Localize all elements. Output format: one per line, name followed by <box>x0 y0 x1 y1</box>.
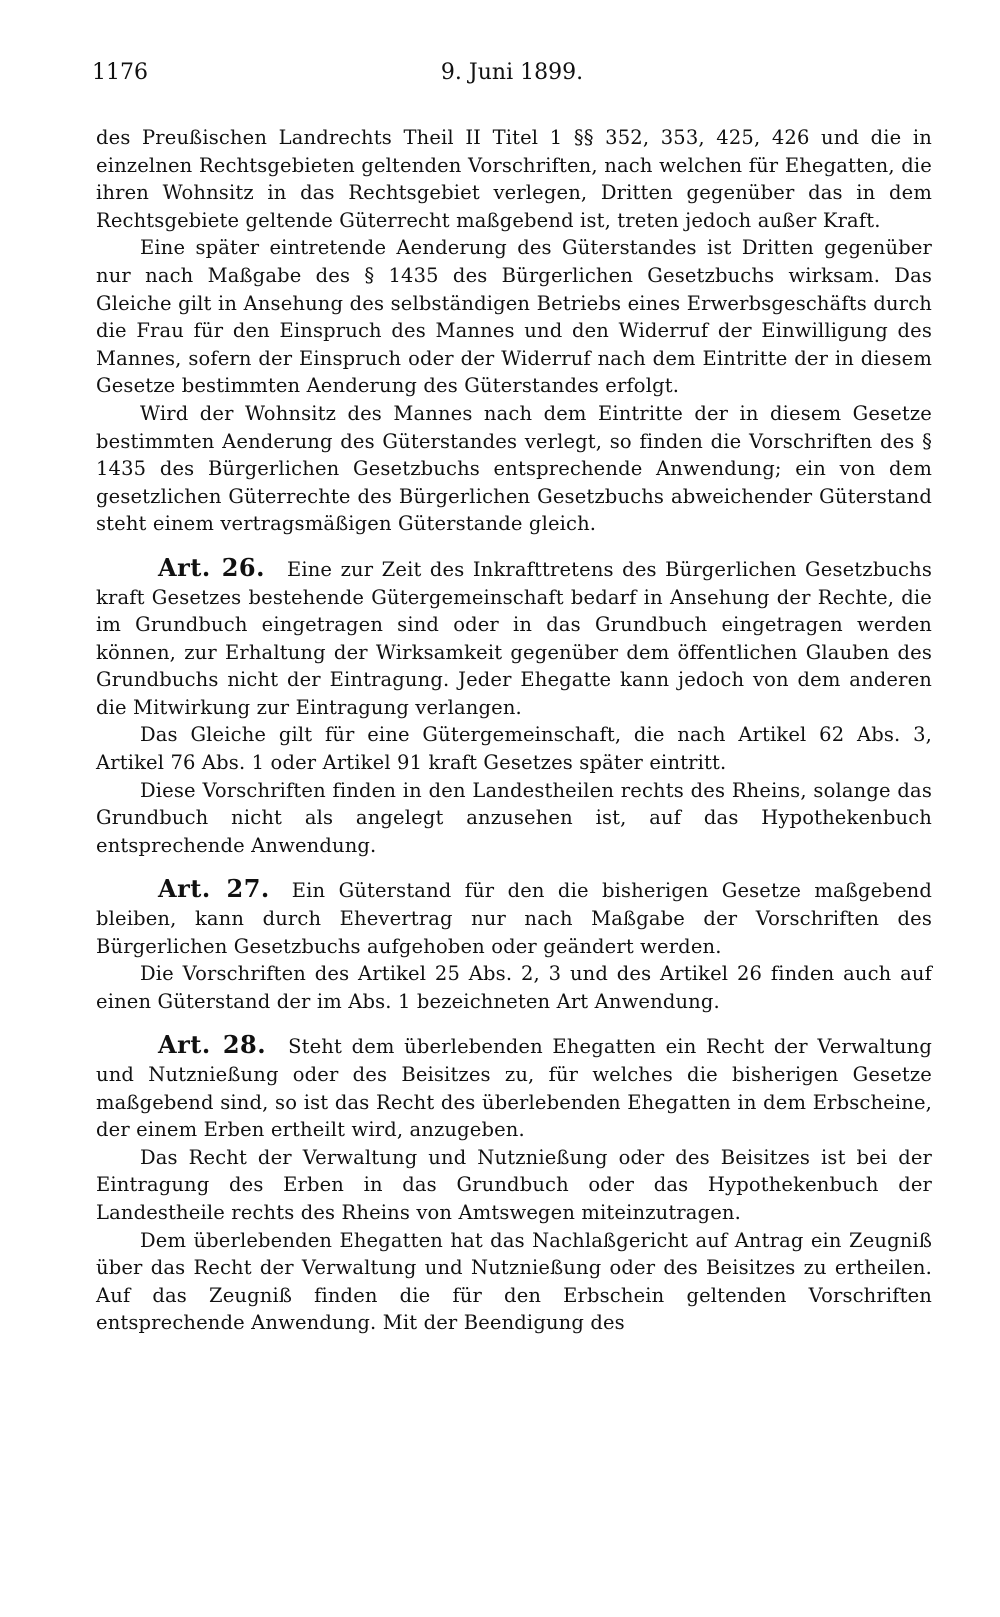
article-text: Eine zur Zeit des Inkrafttretens des Bürgerlichen Gesetzbuchs kraft Gesetzes bestehende Gütergemeinschaft bedarf in Ansehung der Rechte, die im Grundbuch eingetragen sind oder in das Grundbuch eingetragen werden können, zur Erhaltung der Wirksamkeit gegenüber dem öffentlichen Glauben des Grundbuchs nicht der Eintragung. Jeder Ehegatte kann jedoch von dem anderen die Mitwirkung zur Eintragung verlangen. <box>96 557 932 719</box>
paragraph: Diese Vorschriften finden in den Landestheilen rechts des Rheins, solange das Grundbuch nicht als angelegt anzusehen ist, auf das Hypothekenbuch entsprechende Anwendung. <box>96 778 932 857</box>
paragraph: Die Vorschriften des Artikel 25 Abs. 2, 3 und des Artikel 26 finden auch auf einen Güterstand der im Abs. 1 bezeichneten Art Anwendung. <box>96 962 932 1013</box>
page-number: 1176 <box>92 60 148 85</box>
paragraph: Dem überlebenden Ehegatten hat das Nachlaßgericht auf Antrag ein Zeugniß über das Recht der Verwaltung und Nutznießung oder des Beisitzes zu ertheilen. Auf das Zeugniß finden die für den Erbschein geltenden Vorschriften entsprechende Anwendung. Mit der Beendigung des <box>96 1228 932 1335</box>
paragraph: Das Gleiche gilt für eine Gütergemeinschaft, die nach Artikel 62 Abs. 3, Artikel 76 Abs. 1 oder Artikel 91 kraft Gesetzes später eintritt. <box>96 723 932 775</box>
page-body <box>96 124 932 1337</box>
article-text: Ein Güterstand für den die bisherigen Gesetze maßgebend bleiben, kann durch Ehevertrag nur nach Maßgabe der Vorschriften des Bürgerlichen Gesetzbuchs aufgehoben oder geändert werden. <box>96 879 932 958</box>
article-heading: Art. 26. <box>158 552 265 582</box>
paragraph: Wird der Wohnsitz des Mannes nach dem Eintritte der in diesem Gesetze bestimmten Aenderung des Güterstandes verlegt, so finden die Vorschriften des § 1435 des Bürgerlichen Gesetzbuchs entsprechende Anwendung; ein von dem gesetzlichen Güterrechte des Bürgerlichen Gesetzbuchs abweichender Güterstand steht einem vertragsmäßigen Güterstande gleich. <box>96 401 932 536</box>
article-28 <box>96 1031 932 1143</box>
article-heading: Art. 28. <box>158 1030 267 1060</box>
page-header <box>92 60 932 96</box>
article-27 <box>96 875 932 960</box>
paragraph: Eine später eintretende Aenderung des Güterstandes ist Dritten gegenüber nur nach Maßgabe des § 1435 des Bürgerlichen Gesetzbuchs wirksam. Das Gleiche gilt in Ansehung des selbständigen Betriebs eines Erwerbsgeschäfts durch die Frau für den Einspruch des Mannes und den Widerruf der Einwilligung des Mannes, sofern der Einspruch oder der Widerruf nach dem Eintritte der in diesem Gesetze bestimmten Aenderung des Güterstandes erfolgt. <box>96 236 932 398</box>
paragraph: Das Recht der Verwaltung und Nutznießung oder des Beisitzes ist bei der Eintragung des Erben in das Grundbuch oder das Hypothekenbuch der Landestheile rechts des Rheins von Amtswegen miteinzutragen. <box>96 1145 932 1224</box>
paragraph-continuation: des Preußischen Landrechts Theil II Titel 1 §§ 352, 353, 425, 426 und die in einzelnen Rechtsgebieten geltenden Vorschriften, nach welchen für Ehegatten, die ihren Wohnsitz in das Rechtsgebiet verlegen, Dritten gegenüber das in dem Rechtsgebiete geltende Güterrecht maßgebend ist, treten jedoch außer Kraft. <box>96 126 932 232</box>
article-heading: Art. 27. <box>158 874 270 904</box>
article-text: Steht dem überlebenden Ehegatten ein Recht der Verwaltung und Nutznießung oder des Beisitzes zu, für welches die bisherigen Gesetze maßgebend sind, so ist das Recht des überlebenden Ehegatten in dem Erbscheine, der einem Erben ertheilt wird, anzugeben. <box>96 1035 932 1142</box>
page-date: 9. Juni 1899. <box>440 60 584 85</box>
article-26 <box>96 554 932 722</box>
